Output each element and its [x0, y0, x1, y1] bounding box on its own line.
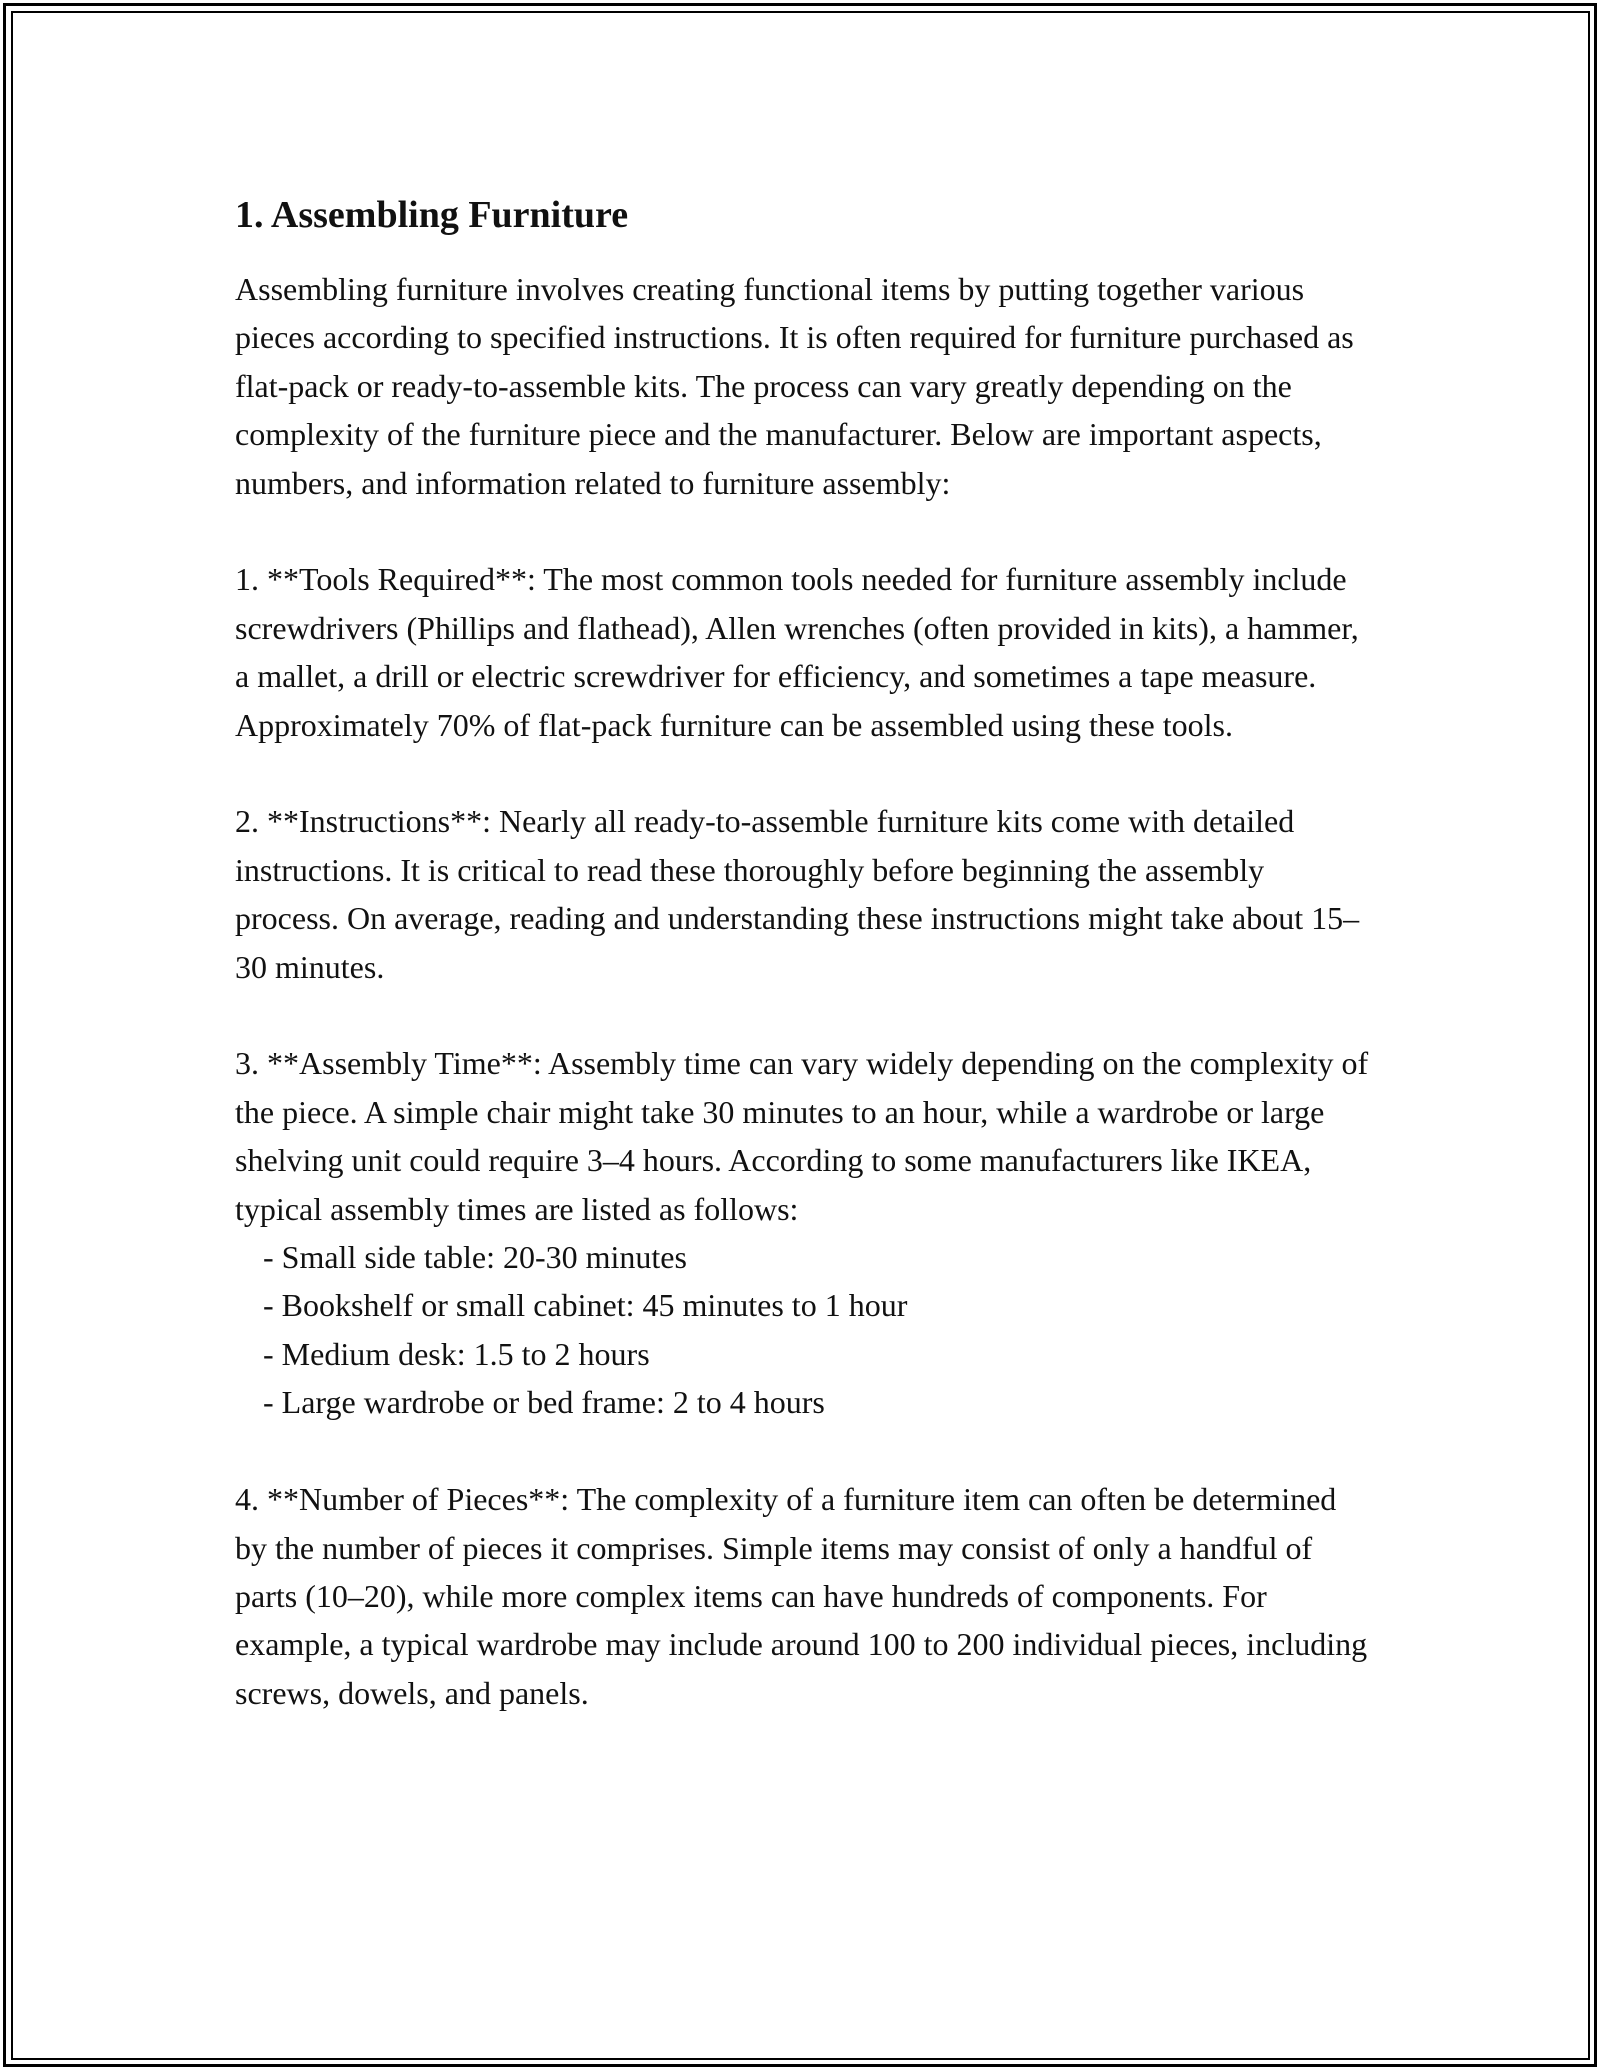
assembly-time-bullet: - Large wardrobe or bed frame: 2 to 4 hours [263, 1384, 825, 1421]
assembly-time-bullet: - Bookshelf or small cabinet: 45 minutes to 1 hour [263, 1287, 908, 1324]
paragraph-gap [235, 1427, 1375, 1475]
document-body [235, 187, 1375, 1717]
paragraph-gap [235, 507, 1375, 555]
item-number-of-pieces: 4. **Number of Pieces**: The complexity of a furniture item can often be determined by the number of pieces it comprises. Simple items may consist of only a handful of parts (10–20), while more complex items can have hundreds of components. For example, a typical wardrobe may include around 100 to 200 individual pieces, including screws, dowels, and panels. [235, 1481, 1368, 1711]
item-tools-required: 1. **Tools Required**: The most common tools needed for furniture assembly include screwdrivers (Phillips and flathead), Allen wrenches (often provided in kits), a hammer, a mallet, a drill or electric screwdriver for efficiency, and sometimes a tape measure. Approximately 70% of flat-pack furniture can be assembled using these tools. [235, 561, 1359, 743]
assembly-time-bullet: - Medium desk: 1.5 to 2 hours [263, 1335, 650, 1372]
item-assembly-time: 3. **Assembly Time**: Assembly time can vary widely depending on the complexity of the piece. A simple chair might take 30 minutes to an hour, while a wardrobe or large shelving unit could require 3–4 hours. According to some manufacturers like IKEA, typical assembly times are listed as follows: [235, 1045, 1369, 1227]
item-instructions: 2. **Instructions**: Nearly all ready-to-assemble furniture kits come with detailed instructions. It is critical to read these thoroughly before beginning the assembly process. On average, reading and understanding these instructions might take about 15–30 minutes. [235, 803, 1360, 985]
assembly-time-bullet: - Small side table: 20-30 minutes [263, 1239, 687, 1276]
paragraph-gap [235, 991, 1375, 1039]
section-title: 1. Assembling Furniture [235, 194, 629, 236]
intro-paragraph: Assembling furniture involves creating functional items by putting together various pieces according to specified instructions. It is often required for furniture purchased as flat-pack or ready-to-assemble kits. The process can vary greatly depending on the complexity of the furniture piece and the manufacturer. Below are important aspects, numbers, and information related to furniture assembly: [235, 271, 1354, 501]
paragraph-gap [235, 749, 1375, 797]
